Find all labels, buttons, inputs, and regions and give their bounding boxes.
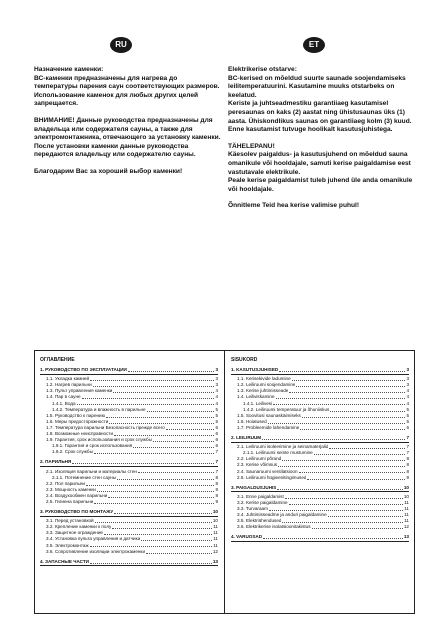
toc-entry-title: 1.8. Возможные неисправности	[46, 431, 114, 437]
intro-ru-thanks: Благодарим Вас за хороший выбор каменки!	[34, 167, 183, 175]
toc-leader-dots	[299, 472, 406, 473]
toc-leader-dots	[296, 386, 405, 387]
toc-page-number: 6	[215, 431, 218, 437]
toc-entry-title: 3.4. Juhtimisseadme ja anduri paigaldamine	[237, 512, 327, 518]
toc-entry-title: 1.4.2. Температура и влажность в парильне	[52, 406, 146, 412]
toc-leader-dots	[285, 498, 403, 499]
toc-leader-dots	[277, 489, 403, 490]
toc-leader-dots	[146, 553, 212, 554]
toc-page-number: 3	[215, 367, 218, 373]
toc-leader-dots	[90, 563, 212, 564]
toc-section	[231, 367, 409, 431]
toc-entry-title: 1.4. Leiliviskamine	[237, 394, 275, 400]
toc-leader-dots	[114, 513, 212, 514]
toc-page-number: 11	[404, 518, 409, 524]
toc-leader-dots	[300, 429, 405, 430]
toc-entry-title: 4. VARUOSAD	[231, 534, 263, 540]
toc-chapter-entry	[231, 485, 409, 493]
toc-chapter-entry	[231, 367, 409, 375]
toc-page-number: 5	[406, 406, 409, 412]
toc-entry-title: 1.7. Температура парильни Безопасность прежде всего	[46, 424, 165, 430]
toc-leader-dots	[153, 441, 214, 442]
toc-entry-title: 3. РУКОВОДСТВО ПО МОНТАЖУ	[40, 509, 114, 515]
toc-page-number: 4	[406, 400, 409, 406]
toc-page-number: 10	[403, 493, 409, 499]
toc-entry-title: 1. РУКОВОДСТВО ПО ЭКСПЛУАТАЦИИ	[40, 367, 127, 373]
toc-section	[231, 534, 409, 542]
toc-page-number: 11	[404, 499, 409, 505]
toc-entry-title: 1.9. Гарантия, срок использования и срок службы	[46, 437, 152, 443]
toc-page-number: 12	[403, 524, 409, 530]
toc-leader-dots	[112, 528, 212, 529]
toc-page-number: 10	[403, 484, 409, 490]
toc-page-number: 8	[215, 474, 218, 480]
toc-page-number: 11	[213, 530, 218, 536]
toc-page-number: 8	[406, 456, 409, 462]
toc-leader-dots	[104, 534, 212, 535]
toc-page-number: 4	[406, 394, 409, 400]
intro-et	[228, 66, 416, 211]
toc-entry-title: 1.6. Меры предосторожности	[46, 418, 109, 424]
toc-section	[231, 485, 409, 531]
toc-leader-dots	[302, 417, 406, 418]
toc-entry-title: 1.4.2. Leiliruumi temperatuur ja õhuniiskus	[243, 406, 330, 412]
toc-leader-dots	[97, 491, 215, 492]
toc-leader-dots	[289, 504, 404, 505]
toc-page-number: 7	[215, 459, 218, 465]
toc-entry-title: 3.1. Перед установкой	[46, 518, 94, 524]
toc-page-number: 9	[406, 474, 409, 480]
toc-entry-title: 4. ЗАПАСНЫЕ ЧАСТИ	[40, 558, 89, 564]
toc-leader-dots	[328, 516, 404, 517]
toc-entry-title: 1.7. Probleemide lahendamine	[237, 424, 300, 430]
toc-entry-title: 1.3. Пульт управления каменки	[46, 388, 113, 394]
toc-page-number: 6	[215, 437, 218, 443]
toc-page-number: 11	[404, 505, 409, 511]
toc-leader-dots	[108, 497, 214, 498]
toc-leader-dots	[312, 528, 403, 529]
toc-page-number: 8	[406, 462, 409, 468]
toc-entry-title: 1.1. Укладка камней	[46, 376, 90, 382]
toc-leader-dots	[273, 404, 405, 405]
toc-leader-dots	[93, 386, 215, 387]
toc-leader-dots	[262, 439, 405, 440]
toc-entry-title: 2.1.1. Leiliruumi seinte mustumine	[243, 450, 313, 456]
toc-page-number: 6	[215, 443, 218, 449]
toc-page-number: 8	[215, 480, 218, 486]
toc-entry-title: 2.1. Изоляция парильни и материалы стен	[46, 468, 137, 474]
toc-leader-dots	[109, 423, 214, 424]
toc-leader-dots	[268, 423, 406, 424]
toc-entry-title: 3.4. Установка пульта управления и датчика	[46, 536, 141, 542]
toc-page-number: 7	[406, 444, 409, 450]
toc-page-number: 7	[406, 435, 409, 441]
toc-entry-title: 1.5. Soovitusi saunaskäimiseks	[237, 412, 301, 418]
toc-entry-title: 2.2. Leiliruumi põrand	[237, 456, 282, 462]
toc-page-number: 9	[215, 498, 218, 504]
toc-leader-dots	[128, 371, 215, 372]
intro-ru-warning: ВНИМАНИЕ! Данные руководства предназначены для владельца или содержателя сауны, а также для электромонтажника, отвечающего за установку каменки.	[34, 116, 221, 142]
intro-ru-paragraph: ВС-каменки предназначены для нагрева до температуры парения саун соответствующих размеров. Использование каменок для любых других целей запрещается.	[34, 74, 220, 108]
toc-column-divider	[224, 351, 225, 613]
toc-leader-dots	[82, 398, 215, 399]
toc-leader-dots	[133, 447, 214, 448]
toc-page-number: 8	[215, 486, 218, 492]
toc-entry-title: 3.1. Enne paigaldamist	[237, 493, 284, 499]
language-badge-et: ET	[303, 37, 325, 53]
toc-entry-title: 1.4.1. Вода	[52, 400, 76, 406]
toc-et	[231, 357, 409, 543]
toc-entry-title: 2.5. Гигиена парильни	[46, 498, 94, 504]
toc-entry-title: 1.9.1. Гарантия и срок использования	[52, 443, 133, 449]
toc-section	[40, 509, 218, 555]
toc-entry-title: 1.2. Нагрев парильни	[46, 382, 92, 388]
toc-entry	[40, 449, 218, 455]
toc-entry-title: 2.4. Воздухообмен парильни	[46, 492, 108, 498]
toc-page-number: 4	[406, 388, 409, 394]
toc-entry-title: 1.3. Kerise juhtimisseade	[237, 388, 289, 394]
toc-leader-dots	[276, 398, 406, 399]
toc-entry-title: 1.9.2. Срок службы	[52, 449, 93, 455]
intro-et-paragraph: BC-kerised on mõeldud suurte saunade soojendamiseks leilitemperatuurini. Kasutamine muuks otstarbeks on keelatud.	[228, 74, 406, 99]
toc-page-number: 6	[406, 424, 409, 430]
toc-leader-dots	[72, 463, 214, 464]
toc-chapter-entry	[40, 559, 218, 567]
toc-page-number: 3	[215, 376, 218, 382]
toc-page-number: 11	[213, 542, 218, 548]
toc-page-number: 7	[215, 449, 218, 455]
toc-leader-dots	[330, 411, 405, 412]
toc-page-number: 4	[215, 400, 218, 406]
toc-leader-dots	[314, 454, 406, 455]
toc-leader-dots	[141, 540, 212, 541]
toc-leader-dots	[289, 392, 405, 393]
toc-entry-title: 1.4. Пар в сауне	[46, 394, 81, 400]
intro-et-paragraph: Enne kasutamist tutvuge hoolikalt kasutusjuhistega.	[228, 126, 393, 134]
toc-chapter-entry	[40, 459, 218, 467]
toc-page-number: 5	[406, 418, 409, 424]
toc-leader-dots	[117, 479, 214, 480]
toc-page-number: 11	[213, 524, 218, 530]
toc-page-number: 12	[212, 548, 218, 554]
toc-entry-title: 3.2. Kerise paigaldamine	[237, 499, 288, 505]
toc-entry	[231, 475, 409, 481]
toc-chapter-entry	[40, 367, 218, 375]
toc-entry-title: 2. ПАРИЛЬНЯ	[40, 459, 72, 465]
toc-section	[40, 459, 218, 505]
table-of-contents-frame	[34, 350, 415, 614]
toc-page-number: 5	[215, 418, 218, 424]
toc-chapter-entry	[40, 509, 218, 517]
toc-leader-dots	[138, 472, 215, 473]
toc-entry-title: 3.3. Защитное ограждение	[46, 530, 103, 536]
intro-et-thanks: Õnnitleme Teid hea kerise valimise puhul!	[228, 202, 360, 210]
toc-page-number: 6	[215, 424, 218, 430]
intro-et-warning-heading: TÄHELEPANU!	[228, 142, 275, 150]
toc-entry	[231, 524, 409, 530]
toc-entry	[40, 549, 218, 555]
intro-et-paragraph: Peale kerise paigaldamist tuleb juhend üle anda omanikule või hooldajale.	[228, 177, 413, 193]
intro-ru-paragraph: После установки каменки данные руководства передаются владельцу или содержателю сауны.	[34, 142, 196, 159]
toc-chapter-entry	[231, 534, 409, 542]
toc-leader-dots	[307, 479, 405, 480]
toc-leader-dots	[279, 371, 405, 372]
toc-page-number: 8	[215, 492, 218, 498]
toc-entry-title: 3.2. Крепление каменки к полу	[46, 524, 112, 530]
toc-leader-dots	[282, 460, 405, 461]
toc-entry-title: 2. LEILIRUUM	[231, 435, 262, 441]
toc-leader-dots	[278, 466, 405, 467]
toc-entry-title: 1.4.1. Leilivesi	[243, 400, 273, 406]
toc-leader-dots	[77, 404, 215, 405]
toc-page-number: 3	[406, 382, 409, 388]
toc-leader-dots	[95, 522, 212, 523]
toc-entry-title: 3.6. Elektrikerise isolatsioonitakistus	[237, 524, 311, 530]
toc-page-number: 5	[215, 406, 218, 412]
toc-entry-title: 3. PAIGALDUSJUHIS	[231, 484, 277, 490]
toc-page-number: 7	[215, 468, 218, 474]
toc-leader-dots	[86, 485, 214, 486]
toc-leader-dots	[269, 510, 403, 511]
toc-entry-title: 2.2. Пол парильни	[46, 480, 85, 486]
toc-page-number: 5	[406, 412, 409, 418]
toc-leader-dots	[114, 435, 214, 436]
toc-leader-dots	[90, 546, 213, 547]
toc-entry-title: 1.5. Руководство к парению	[46, 412, 106, 418]
toc-entry-title: 1.1. Kerisekivide laduminе	[237, 376, 291, 382]
toc-leader-dots	[166, 429, 215, 430]
toc-entry-title: 3.6. Сопротивление изоляции электрокаменки	[46, 548, 146, 554]
intro-et-heading: Elektrikerise otstarve:	[228, 66, 297, 73]
toc-leader-dots	[94, 453, 215, 454]
toc-section	[40, 559, 218, 567]
toc-page-number: 7	[406, 450, 409, 456]
toc-page-number: 4	[215, 394, 218, 400]
toc-entry-title: 2.3. Kerise võimsus	[237, 462, 278, 468]
toc-page-number: 10	[212, 518, 218, 524]
toc-page-number: 8	[406, 468, 409, 474]
toc-leader-dots	[90, 380, 214, 381]
language-badge-ru: RU	[110, 37, 132, 53]
toc-entry-title: 2.1. Leiliruumi isoleerimine ja seinamaterjalid	[237, 444, 329, 450]
intro-ru	[34, 66, 222, 177]
toc-et-title: SISUKORD	[231, 357, 258, 363]
toc-entry-title: 3.5. Elektriühendused	[237, 518, 282, 524]
toc-entry-title: 3.5. Электромонтаж	[46, 542, 89, 548]
toc-entry-title: 2.4. Saunaruumi ventilatsioon	[237, 468, 298, 474]
intro-et-paragraph: Käesolev paigaldus- ja kasutusjuhend on mõeldud sauna omanikule või hooldajale, samuti kerise paigaldamise eest vastutavale elektrikule.	[228, 151, 411, 176]
toc-leader-dots	[282, 522, 403, 523]
toc-page-number: 5	[215, 412, 218, 418]
toc-section	[40, 367, 218, 455]
intro-ru-heading: Назначение каменки:	[34, 66, 104, 73]
toc-entry-title: 2.3. Мощность каменки	[46, 486, 96, 492]
toc-chapter-entry	[231, 435, 409, 443]
toc-entry	[40, 499, 218, 505]
toc-entry-title: 2.1.1. Потемнение стен сауны	[52, 474, 116, 480]
toc-leader-dots	[329, 448, 405, 449]
toc-leader-dots	[94, 503, 214, 504]
toc-entry-title: 3.3. Turvaraam	[237, 505, 268, 511]
toc-entry-title: 1.2. Leiliruumi soojendamine	[237, 382, 296, 388]
toc-page-number: 3	[406, 367, 409, 373]
toc-page-number: 3	[406, 376, 409, 382]
toc-page-number: 11	[404, 512, 409, 518]
toc-entry-title: 1.6. Hoiatused	[237, 418, 267, 424]
toc-leader-dots	[292, 380, 406, 381]
toc-leader-dots	[263, 538, 403, 539]
toc-leader-dots	[113, 392, 214, 393]
toc-ru-title: ОГЛАВЛЕНИЕ	[40, 357, 75, 363]
toc-page-number: 13	[403, 534, 409, 540]
toc-page-number: 11	[213, 536, 218, 542]
toc-page-number: 10	[212, 509, 218, 515]
toc-entry	[231, 425, 409, 431]
toc-page-number: 13	[212, 558, 218, 564]
toc-leader-dots	[106, 417, 214, 418]
toc-leader-dots	[147, 411, 215, 412]
toc-section	[231, 435, 409, 481]
toc-page-number: 4	[215, 388, 218, 394]
intro-et-paragraph: Keriste ja juhtseadmestiku garantiiaeg kasutamisel peresaunas on kaks (2) aastat ning ühistusaunas üks (1) aasta. Ühiskondlikus saunas on garantiiaeg kolm (3) kuud.	[228, 100, 412, 125]
toc-ru	[40, 357, 218, 568]
toc-entry-title: 1. KASUTUSJUHISED	[231, 367, 279, 373]
toc-entry-title: 2.5. Leiliruumi hügieenitingimused	[237, 474, 307, 480]
toc-page-number: 3	[215, 382, 218, 388]
